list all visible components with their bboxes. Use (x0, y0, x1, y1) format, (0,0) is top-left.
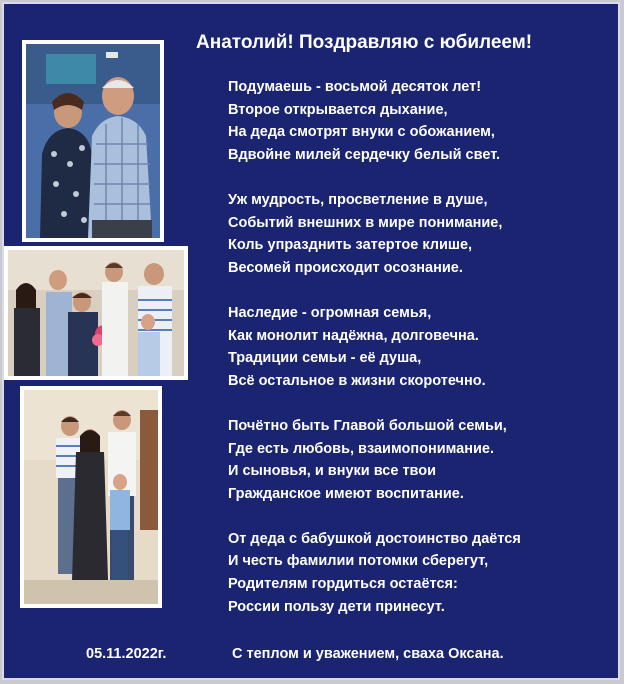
card-date: 05.11.2022г. (86, 646, 167, 662)
poem (228, 76, 608, 641)
photo-family-group (4, 246, 188, 380)
poem-stanza (228, 415, 608, 505)
card-signature: С теплом и уважением, сваха Оксана. (232, 646, 504, 662)
poem-line: России пользу дети принесут. (228, 598, 445, 615)
poem-line: Гражданское имеют воспитание. (228, 485, 464, 502)
poem-line: Коль упразднить затертое клише, (228, 237, 473, 254)
poem-line: Событий внешних в мире понимание, (228, 214, 503, 231)
poem-stanza (228, 302, 608, 392)
poem-line: Второе открывается дыхание, (228, 101, 448, 118)
poem-line: Почётно быть Главой большой семьи, (228, 417, 507, 434)
poem-stanza (228, 76, 608, 166)
poem-line: От деда с бабушкой достоинство даётся (228, 530, 521, 547)
poem-line: Где есть любовь, взаимопонимание. (228, 440, 494, 457)
photo-couple (22, 40, 164, 242)
poem-stanza (228, 189, 608, 279)
card-title: Анатолий! Поздравляю с юбилеем! (196, 32, 533, 53)
poem-line: Подумаешь - восьмой десяток лет! (228, 79, 482, 95)
poem-line: Весомей происходит осознание. (228, 259, 463, 276)
poem-line: И честь фамилии потомки сберегут, (228, 553, 489, 570)
poem-line: Вдвойне милей сердечку белый свет. (228, 146, 501, 163)
photo-young-family (20, 386, 162, 608)
poem-line: Уж мудрость, просветление в душе, (228, 191, 488, 208)
poem-line: На деда смотрят внуки с обожанием, (228, 124, 495, 141)
poem-line: И сыновья, и внуки все твои (228, 463, 437, 480)
poem-line: Всё остальное в жизни скоротечно. (228, 372, 486, 389)
poem-stanza (228, 528, 608, 618)
poem-line: Родителям гордиться остаётся: (228, 576, 458, 593)
poem-line: Как монолит надёжна, долговечна. (228, 327, 479, 344)
poem-line: Наследие - огромная семья, (228, 304, 432, 321)
poem-line: Традиции семьи - её душа, (228, 350, 422, 367)
